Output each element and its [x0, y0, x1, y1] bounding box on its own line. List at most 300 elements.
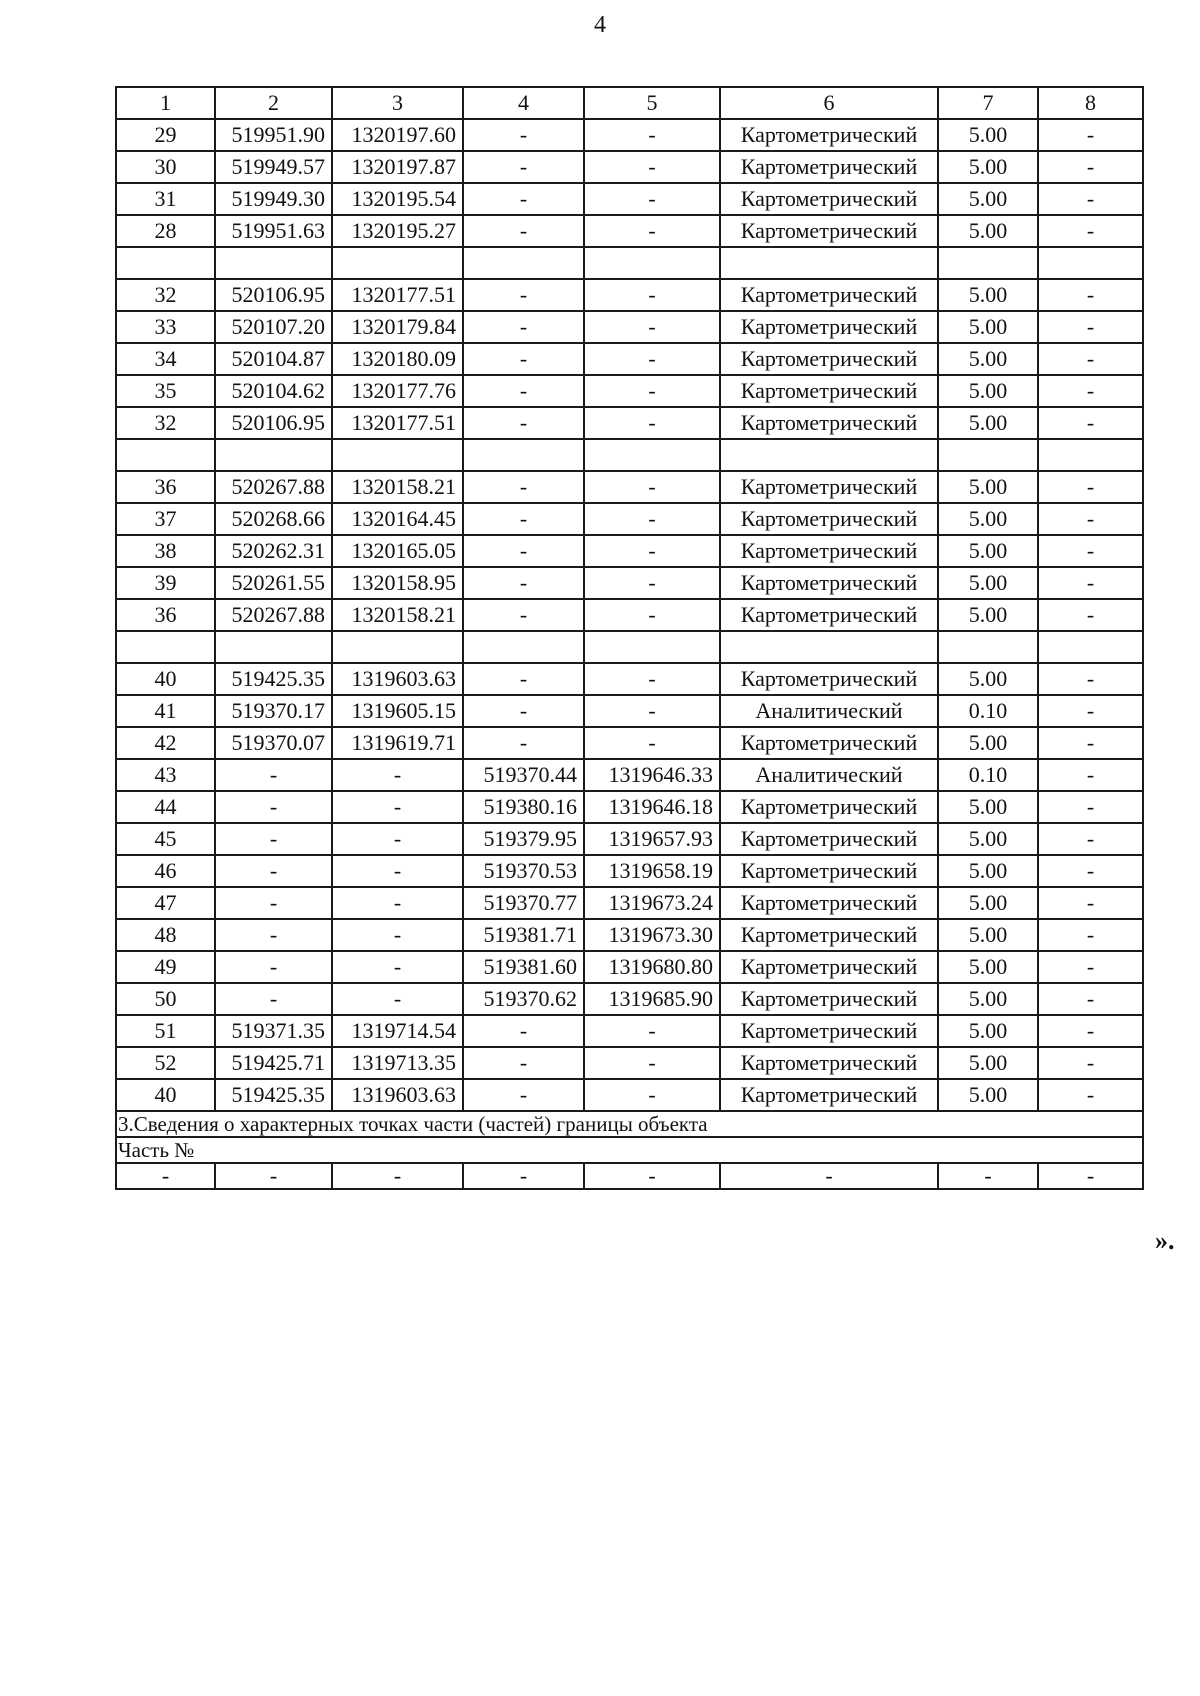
table-cell: - [584, 695, 720, 727]
table-cell: - [463, 407, 584, 439]
table-cell: 5.00 [938, 343, 1038, 375]
table-cell [938, 247, 1038, 279]
table-cell [720, 247, 938, 279]
table-cell: 5.00 [938, 215, 1038, 247]
table-cell: Картометрический [720, 599, 938, 631]
table-row [116, 983, 1143, 1015]
table-cell: - [332, 919, 463, 951]
table-cell: 5.00 [938, 567, 1038, 599]
table-cell: 519951.63 [215, 215, 332, 247]
table-row [116, 215, 1143, 247]
table-cell: 1319646.18 [584, 791, 720, 823]
table-cell: 41 [116, 695, 215, 727]
table-cell: 5.00 [938, 311, 1038, 343]
table-row [116, 855, 1143, 887]
table-cell: - [463, 695, 584, 727]
header-cell: 5 [584, 87, 720, 119]
table-cell: Аналитический [720, 695, 938, 727]
table-cell: - [215, 759, 332, 791]
table-cell: 520267.88 [215, 599, 332, 631]
table-cell: - [463, 215, 584, 247]
table-cell: - [584, 407, 720, 439]
table-cell: - [1038, 1079, 1143, 1111]
table-row [116, 695, 1143, 727]
table-row [116, 535, 1143, 567]
table-cell: - [1038, 503, 1143, 535]
table-cell: - [1038, 855, 1143, 887]
table-cell: 519425.35 [215, 1079, 332, 1111]
table-cell: 519370.77 [463, 887, 584, 919]
table-cell: 5.00 [938, 1079, 1038, 1111]
table-cell: 1320197.87 [332, 151, 463, 183]
table-cell: 45 [116, 823, 215, 855]
table-cell: 519425.71 [215, 1047, 332, 1079]
closing-quote: ». [1155, 1226, 1175, 1255]
table-cell: 32 [116, 407, 215, 439]
table-cell: - [1038, 535, 1143, 567]
table-cell [215, 439, 332, 471]
table-cell: - [1038, 887, 1143, 919]
table-cell: 5.00 [938, 503, 1038, 535]
table-cell: 520268.66 [215, 503, 332, 535]
table-cell: - [584, 567, 720, 599]
table-cell [332, 439, 463, 471]
table-cell: 5.00 [938, 887, 1038, 919]
table-row [116, 887, 1143, 919]
table-row [116, 759, 1143, 791]
table-cell [584, 631, 720, 663]
separator-row [116, 247, 1143, 279]
table-cell: 1320177.76 [332, 375, 463, 407]
table-cell: - [584, 183, 720, 215]
table-cell: 5.00 [938, 983, 1038, 1015]
table-row [116, 1047, 1143, 1079]
table-cell: - [1038, 311, 1143, 343]
table-cell: - [584, 151, 720, 183]
header-cell: 4 [463, 87, 584, 119]
table-cell: 36 [116, 599, 215, 631]
table-cell: - [463, 1079, 584, 1111]
table-cell: 49 [116, 951, 215, 983]
table-cell: 5.00 [938, 951, 1038, 983]
table-cell [463, 247, 584, 279]
table-row [116, 727, 1143, 759]
table-cell [332, 631, 463, 663]
table-row [116, 183, 1143, 215]
table-cell: Картометрический [720, 727, 938, 759]
table-cell: - [1038, 1163, 1143, 1189]
table-cell: 40 [116, 1079, 215, 1111]
table-cell: - [1038, 151, 1143, 183]
table-cell: 1319673.30 [584, 919, 720, 951]
table-cell: - [1038, 183, 1143, 215]
table-row [116, 343, 1143, 375]
table-cell: - [463, 279, 584, 311]
table-cell: 520107.20 [215, 311, 332, 343]
table-cell: 1320180.09 [332, 343, 463, 375]
table-cell: 34 [116, 343, 215, 375]
table-cell: - [332, 823, 463, 855]
table-cell: - [584, 375, 720, 407]
table-cell: 51 [116, 1015, 215, 1047]
table-cell [938, 631, 1038, 663]
table-cell: - [215, 855, 332, 887]
table-cell: 520262.31 [215, 535, 332, 567]
table-cell: 52 [116, 1047, 215, 1079]
table-cell: - [215, 919, 332, 951]
table-cell: - [463, 727, 584, 759]
table-cell: - [584, 1079, 720, 1111]
table-cell: 5.00 [938, 119, 1038, 151]
table-cell: Картометрический [720, 183, 938, 215]
table-cell: - [463, 151, 584, 183]
table-cell: 519380.16 [463, 791, 584, 823]
table-cell: 5.00 [938, 471, 1038, 503]
table-cell: - [1038, 599, 1143, 631]
table-cell: - [215, 983, 332, 1015]
table-cell: - [463, 567, 584, 599]
table-cell [1038, 247, 1143, 279]
table-cell: 519949.30 [215, 183, 332, 215]
table-cell: - [463, 119, 584, 151]
table-row [116, 375, 1143, 407]
table-cell [215, 631, 332, 663]
table-cell: 5.00 [938, 151, 1038, 183]
table-row [116, 791, 1143, 823]
table-cell [720, 439, 938, 471]
table-cell: 1319680.80 [584, 951, 720, 983]
table-cell: - [332, 1163, 463, 1189]
table-cell: 519370.17 [215, 695, 332, 727]
table-cell: - [1038, 1047, 1143, 1079]
table-cell: Картометрический [720, 343, 938, 375]
table-cell: Картометрический [720, 375, 938, 407]
table-cell: - [463, 663, 584, 695]
table-cell: 40 [116, 663, 215, 695]
table-cell: - [1038, 727, 1143, 759]
table-cell: 5.00 [938, 855, 1038, 887]
table-cell: - [938, 1163, 1038, 1189]
header-cell: 6 [720, 87, 938, 119]
table-cell [116, 439, 215, 471]
table-cell: 1320177.51 [332, 279, 463, 311]
table-cell [1038, 631, 1143, 663]
table-cell: - [584, 503, 720, 535]
table-cell: 38 [116, 535, 215, 567]
table-cell: 1320158.21 [332, 471, 463, 503]
table-cell: - [1038, 1015, 1143, 1047]
table-cell: - [1038, 663, 1143, 695]
table-cell: Картометрический [720, 535, 938, 567]
table-cell: - [463, 311, 584, 343]
table-row [116, 279, 1143, 311]
table-cell: 1319603.63 [332, 1079, 463, 1111]
table-cell: 31 [116, 183, 215, 215]
table-cell: - [1038, 567, 1143, 599]
table-cell: 47 [116, 887, 215, 919]
table-cell: Картометрический [720, 1015, 938, 1047]
table-cell: Картометрический [720, 151, 938, 183]
table-cell: 1319685.90 [584, 983, 720, 1015]
header-cell: 3 [332, 87, 463, 119]
table-cell: 1319673.24 [584, 887, 720, 919]
table-cell: 520267.88 [215, 471, 332, 503]
table-cell: Картометрический [720, 919, 938, 951]
table-cell: 519425.35 [215, 663, 332, 695]
table-row [116, 951, 1143, 983]
table-cell: Картометрический [720, 1079, 938, 1111]
table-cell: - [1038, 919, 1143, 951]
table-cell: Картометрический [720, 951, 938, 983]
table-cell: 519370.62 [463, 983, 584, 1015]
table-cell: 1320195.54 [332, 183, 463, 215]
table-cell: 1319713.35 [332, 1047, 463, 1079]
table-row [116, 1079, 1143, 1111]
table-cell: 1320197.60 [332, 119, 463, 151]
table-cell: 519381.60 [463, 951, 584, 983]
table-cell: Картометрический [720, 823, 938, 855]
table-cell: 520106.95 [215, 407, 332, 439]
table-cell: - [463, 1163, 584, 1189]
table-cell: - [1038, 471, 1143, 503]
table-cell: - [463, 471, 584, 503]
table-cell: Картометрический [720, 791, 938, 823]
table-cell: 1319714.54 [332, 1015, 463, 1047]
table-cell: - [584, 215, 720, 247]
table-cell: - [332, 951, 463, 983]
table-cell: - [1038, 759, 1143, 791]
table-cell: - [463, 343, 584, 375]
table-cell: Картометрический [720, 215, 938, 247]
table-cell: - [332, 983, 463, 1015]
table-cell: - [463, 599, 584, 631]
table-cell: - [332, 887, 463, 919]
table-cell: - [1038, 407, 1143, 439]
table-cell [938, 439, 1038, 471]
table-cell [584, 247, 720, 279]
table-cell: 519379.95 [463, 823, 584, 855]
final-row [116, 1163, 1143, 1189]
table-row [116, 471, 1143, 503]
table-cell: 1320158.21 [332, 599, 463, 631]
table-cell [116, 247, 215, 279]
table-row [116, 151, 1143, 183]
table-cell: - [1038, 951, 1143, 983]
table-cell: - [584, 471, 720, 503]
coordinates-table [115, 86, 1144, 1190]
table-cell: 5.00 [938, 599, 1038, 631]
table-cell: 1319658.19 [584, 855, 720, 887]
table-cell [1038, 439, 1143, 471]
table-cell: 5.00 [938, 407, 1038, 439]
header-cell: 2 [215, 87, 332, 119]
table-cell: 5.00 [938, 727, 1038, 759]
table-cell: 1319619.71 [332, 727, 463, 759]
table-cell: 5.00 [938, 279, 1038, 311]
table-cell: - [1038, 375, 1143, 407]
table-cell: - [584, 599, 720, 631]
table-cell: - [584, 1015, 720, 1047]
table-cell [116, 631, 215, 663]
table-cell: 42 [116, 727, 215, 759]
table-cell [332, 247, 463, 279]
part-label: Часть № [116, 1137, 1143, 1163]
table-cell: - [584, 1047, 720, 1079]
table-cell: 36 [116, 471, 215, 503]
table-cell: - [720, 1163, 938, 1189]
header-cell: 7 [938, 87, 1038, 119]
table-cell: 1320158.95 [332, 567, 463, 599]
table-cell: 32 [116, 279, 215, 311]
table-cell: 5.00 [938, 375, 1038, 407]
table-cell [463, 439, 584, 471]
table-cell: Картометрический [720, 119, 938, 151]
table-row [116, 919, 1143, 951]
table-cell: 1320179.84 [332, 311, 463, 343]
table-row [116, 503, 1143, 535]
table-cell: Картометрический [720, 887, 938, 919]
table-cell: - [584, 311, 720, 343]
table-cell: 35 [116, 375, 215, 407]
table-cell: Картометрический [720, 663, 938, 695]
table-cell: 1319646.33 [584, 759, 720, 791]
table-cell: - [463, 1047, 584, 1079]
table-cell: - [584, 1163, 720, 1189]
table-cell: - [1038, 695, 1143, 727]
table-cell: 48 [116, 919, 215, 951]
table-cell: - [584, 279, 720, 311]
table-cell: 5.00 [938, 535, 1038, 567]
table-cell: Аналитический [720, 759, 938, 791]
table-cell: Картометрический [720, 567, 938, 599]
table-cell: - [463, 375, 584, 407]
table-cell: - [463, 535, 584, 567]
table-cell: Картометрический [720, 311, 938, 343]
table-cell: - [584, 727, 720, 759]
header-cell: 1 [116, 87, 215, 119]
table-cell: 519951.90 [215, 119, 332, 151]
table-cell [463, 631, 584, 663]
table-row [116, 311, 1143, 343]
table-cell: 519381.71 [463, 919, 584, 951]
table-cell: - [215, 951, 332, 983]
table-cell: 5.00 [938, 183, 1038, 215]
table-cell: 43 [116, 759, 215, 791]
separator-row [116, 631, 1143, 663]
header-row [116, 87, 1143, 119]
section-title: 3.Сведения о характерных точках части (частей) границы объекта [116, 1111, 1143, 1137]
table-cell: Картометрический [720, 471, 938, 503]
table-cell: 5.00 [938, 791, 1038, 823]
table-cell: Картометрический [720, 503, 938, 535]
table-cell: 519370.07 [215, 727, 332, 759]
table-cell: - [463, 1015, 584, 1047]
table-row [116, 663, 1143, 695]
table-cell: - [332, 855, 463, 887]
table-row [116, 567, 1143, 599]
table-cell: 1320177.51 [332, 407, 463, 439]
table-row [116, 599, 1143, 631]
table-cell: 5.00 [938, 1047, 1038, 1079]
table-cell: 39 [116, 567, 215, 599]
table-row [116, 407, 1143, 439]
table-cell: 519949.57 [215, 151, 332, 183]
table-cell: - [332, 759, 463, 791]
table-cell: 30 [116, 151, 215, 183]
table-cell: 44 [116, 791, 215, 823]
table-cell: - [1038, 215, 1143, 247]
table-row [116, 1015, 1143, 1047]
table-cell: - [215, 887, 332, 919]
table-cell: - [1038, 279, 1143, 311]
page-number: 4 [594, 12, 606, 38]
table-cell: 0.10 [938, 695, 1038, 727]
separator-row [116, 439, 1143, 471]
table-cell: - [584, 663, 720, 695]
table-cell: 520261.55 [215, 567, 332, 599]
table-cell: 46 [116, 855, 215, 887]
table-cell: - [332, 791, 463, 823]
table-cell: - [1038, 791, 1143, 823]
table-cell: 0.10 [938, 759, 1038, 791]
header-cell: 8 [1038, 87, 1143, 119]
table-cell: 519370.53 [463, 855, 584, 887]
table-cell: 519370.44 [463, 759, 584, 791]
table-cell: 1320195.27 [332, 215, 463, 247]
table-cell: 29 [116, 119, 215, 151]
table-cell: - [584, 119, 720, 151]
table-cell [584, 439, 720, 471]
table-cell: 5.00 [938, 1015, 1038, 1047]
table-cell: - [463, 183, 584, 215]
table-cell: 5.00 [938, 823, 1038, 855]
table-cell: 37 [116, 503, 215, 535]
table-cell: - [1038, 343, 1143, 375]
table-cell [720, 631, 938, 663]
table-cell: 520106.95 [215, 279, 332, 311]
table-cell: - [215, 791, 332, 823]
table-cell: Картометрический [720, 855, 938, 887]
table-cell: - [215, 1163, 332, 1189]
table-cell: Картометрический [720, 1047, 938, 1079]
table-cell: - [1038, 983, 1143, 1015]
table-cell: - [463, 503, 584, 535]
table-row [116, 119, 1143, 151]
section-title-row [116, 1111, 1143, 1137]
table-cell: - [215, 823, 332, 855]
table-cell: - [116, 1163, 215, 1189]
table-cell: 520104.87 [215, 343, 332, 375]
table-cell: 1319657.93 [584, 823, 720, 855]
table-cell: - [1038, 119, 1143, 151]
table-cell: 5.00 [938, 663, 1038, 695]
table-cell: 520104.62 [215, 375, 332, 407]
table-cell: 1320165.05 [332, 535, 463, 567]
table-cell: - [584, 535, 720, 567]
table-cell: Картометрический [720, 983, 938, 1015]
table-cell: 519371.35 [215, 1015, 332, 1047]
table-cell: 1319605.15 [332, 695, 463, 727]
table-cell: 50 [116, 983, 215, 1015]
table-body [116, 87, 1143, 1189]
table-cell: 5.00 [938, 919, 1038, 951]
table-cell: 33 [116, 311, 215, 343]
part-label-row [116, 1137, 1143, 1163]
table-cell: 1319603.63 [332, 663, 463, 695]
table-cell: - [584, 343, 720, 375]
table-cell: - [1038, 823, 1143, 855]
table-cell: Картометрический [720, 407, 938, 439]
